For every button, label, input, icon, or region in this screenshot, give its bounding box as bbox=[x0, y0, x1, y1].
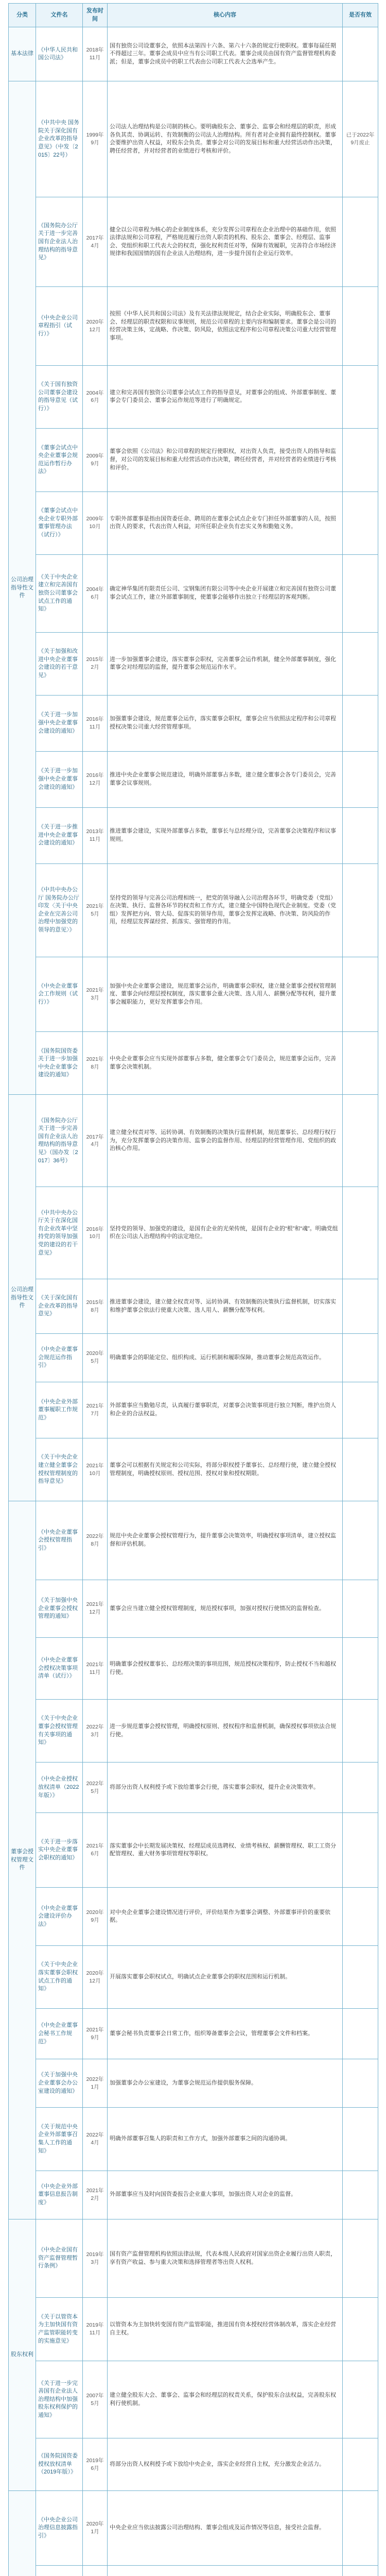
publish-date-cell: 2021年2月 bbox=[83, 2171, 108, 2219]
table-row bbox=[9, 2108, 378, 2171]
validity-note-cell bbox=[343, 554, 378, 632]
document-name-cell: 《中央企业董事会工作规则（试行）》 bbox=[36, 957, 83, 1031]
table-row bbox=[9, 2059, 378, 2108]
core-content-cell: 外部董事应当勤勉尽责，认真履行董事职责，对董事会决策事项进行独立判断，维护出资人和企业的合法权益。 bbox=[108, 1382, 343, 1438]
validity-note-cell bbox=[343, 1762, 378, 1813]
core-content-cell: 按照《中华人民共和国公司法》及有关法律法规规定，结合企业实际，明确股东会、董事会、经理层的职责权限和议事规则，规范公司章程的主要内容和编制要求。董事会是公司的经营决策主体，定战略、作决策、防风险，依照法定程序和公司章程决策公司重大经营管理事项。 bbox=[108, 287, 343, 365]
publish-date-cell: 2004年6月 bbox=[83, 554, 108, 632]
publish-date-cell: 2019年3月 bbox=[83, 2219, 108, 2297]
validity-note-cell bbox=[343, 2108, 378, 2171]
table-row bbox=[9, 365, 378, 428]
document-name-cell: 《关于中央企业建立健全董事会授权管理制度的指导意见》 bbox=[36, 1438, 83, 1501]
publish-date-cell: 2019年6月 bbox=[83, 2438, 108, 2491]
publish-date-cell: 2021年9月 bbox=[83, 2009, 108, 2059]
category-cell: 公司治理指导性文件 bbox=[9, 81, 36, 1095]
document-name-cell: 《关于进一步推进中央企业董事会建设的通知》 bbox=[36, 807, 83, 863]
table-body bbox=[9, 27, 378, 2576]
document-name-cell: 《关于进一步加强中央企业董事会建设的通知》 bbox=[36, 751, 83, 807]
validity-note-cell bbox=[343, 1580, 378, 1637]
core-content-cell: 落实董事会中长期发展决策权、经理层成员选聘权、业绩考核权、薪酬管理权、职工工资分配管理权、重大财务事项管理权等职权。 bbox=[108, 1813, 343, 1888]
core-content-cell: 进一步规范董事会授权管理，明确授权原则、授权程序和监督机制，确保授权事项依法合规行使。 bbox=[108, 1699, 343, 1762]
validity-note-cell bbox=[343, 1333, 378, 1382]
table-row bbox=[9, 695, 378, 751]
validity-note-cell bbox=[343, 807, 378, 863]
core-content-cell: 加强董事会办公室建设，为董事会规范运作提供服务保障。 bbox=[108, 2059, 343, 2108]
validity-note-cell bbox=[343, 1699, 378, 1762]
document-name-cell: 《国务院国资委关于进一步加强中央企业董事会建设的通知》 bbox=[36, 1032, 83, 1095]
table-row bbox=[9, 1813, 378, 1888]
category-cell: 基本法律 bbox=[9, 27, 36, 81]
validity-note-cell bbox=[343, 492, 378, 554]
document-name-cell: 《关于加强中央企业董事会办公室建设的通知》 bbox=[36, 2059, 83, 2108]
core-content-cell: 开展落实董事会职权试点，明确试点企业董事会的职权范围和运行机制。 bbox=[108, 1945, 343, 2008]
validity-note-cell bbox=[343, 1501, 378, 1580]
validity-note-cell bbox=[343, 1032, 378, 1095]
publish-date-cell: 2021年12月 bbox=[83, 1580, 108, 1637]
table-row bbox=[9, 2566, 378, 2576]
publish-date-cell: 2018年11月 bbox=[83, 27, 108, 81]
table-row bbox=[9, 2361, 378, 2438]
table-row bbox=[9, 1762, 378, 1813]
header-category: 分类 bbox=[9, 4, 36, 27]
document-name-cell: 《中央企业董事会授权决策事项清单（试行）》 bbox=[36, 1638, 83, 1700]
table-row bbox=[9, 2219, 378, 2297]
core-content-cell: 对中央企业董事会建设情况进行评价，评价结果作为董事会调整、外部董事评价的重要依据。 bbox=[108, 1888, 343, 1945]
document-name-cell: 《国务院办公厅关于进一步完善国有企业法人治理结构的指导意见》 bbox=[36, 197, 83, 287]
document-name-cell: 《中央企业国有资产监督管理暂行条例》 bbox=[36, 2219, 83, 2297]
validity-note-cell bbox=[343, 2438, 378, 2491]
table-row bbox=[9, 1888, 378, 1945]
publish-date-cell: 2009年9月 bbox=[83, 429, 108, 492]
core-content-cell: 公司法人治理结构是公司制的核心。要明确股东会、董事会、监事会和经理层的职责，形成各负其责、协调运转、有效制衡的公司法人治理结构。所有者对企业拥有最终控制权。董事会要维护出资人权益，对股东会负责。董事会对公司的发展目标和重大经营活动作出决策，聘任经营者，并对经营者的业绩进行考核和评价。 bbox=[108, 81, 343, 197]
publish-date-cell: 1999年9月 bbox=[83, 81, 108, 197]
table-row bbox=[9, 429, 378, 492]
table-row bbox=[9, 1333, 378, 1382]
publish-date-cell: 2021年6月 bbox=[83, 1813, 108, 1888]
publish-date-cell: 2021年3月 bbox=[83, 957, 108, 1031]
publish-date-cell: 2016年11月 bbox=[83, 695, 108, 751]
table-row bbox=[9, 1187, 378, 1279]
table-row bbox=[9, 632, 378, 695]
table-row bbox=[9, 1945, 378, 2008]
document-name-cell: 《关于中央企业董事会授权管理有关事项的通知》 bbox=[36, 1699, 83, 1762]
core-content-cell: 以管资本为主加快转变国有资产监管职能，推进国有资本授权经营体制改革，落实企业经营自主权。 bbox=[108, 2298, 343, 2361]
table-row bbox=[9, 1438, 378, 1501]
core-content-cell: 健全以公司章程为核心的企业制度体系，充分发挥公司章程在企业治理中的基础作用，依照法律法规和公司章程，严格规范履行出资人职责的机构、股东会、董事会、经理层、监事会、党组织和职工代表大会的权责，强化权利责任对等，保障有效履职，完善符合市场经济规律和我国国情的国有企业法人治理结构，进一步提升国有企业运行效率。 bbox=[108, 197, 343, 287]
document-name-cell: 《中华人民共和国公司法》 bbox=[36, 27, 83, 81]
document-name-cell: 《关于进一步落实中央企业董事会职权的通知》 bbox=[36, 1813, 83, 1888]
validity-note-cell bbox=[343, 2171, 378, 2219]
publish-date-cell: 2017年4月 bbox=[83, 1095, 108, 1187]
document-name-cell: 《关于中央企业落实董事会职权试点工作的通知》 bbox=[36, 1945, 83, 2008]
core-content-cell: 明确外部董事召集人的职责和工作方式，加强外部董事之间的沟通协调。 bbox=[108, 2108, 343, 2171]
publish-date-cell: 2016年12月 bbox=[83, 751, 108, 807]
category-cell: 股东权利 bbox=[9, 2219, 36, 2490]
publish-date-cell: 2019年11月 bbox=[83, 2298, 108, 2361]
publish-date-cell: 2020年1月 bbox=[83, 2490, 108, 2565]
validity-note-cell bbox=[343, 365, 378, 428]
table-row bbox=[9, 554, 378, 632]
publish-date-cell: 2009年10月 bbox=[83, 492, 108, 554]
validity-note-cell bbox=[343, 2059, 378, 2108]
table-row bbox=[9, 27, 378, 81]
core-content-cell: 推进董事会建设，实现外部董事占多数，董事长与总经理分设，完善董事会决策程序和议事规则。 bbox=[108, 807, 343, 863]
core-content-cell: 中央企业董事会应当实现外部董事占多数，健全董事会专门委员会，规范董事会运作，完善董事会决策机制。 bbox=[108, 1032, 343, 1095]
table-row bbox=[9, 957, 378, 1031]
publish-date-cell: 2016年10月 bbox=[83, 1187, 108, 1279]
document-name-cell: 《关于以管资本为主加快国有资产监管职能转变的实施意见》 bbox=[36, 2298, 83, 2361]
document-name-cell: 《关于深化国有企业改革的指导意见》 bbox=[36, 1279, 83, 1333]
validity-note-cell bbox=[343, 1945, 378, 2008]
validity-note-cell bbox=[343, 2361, 378, 2438]
document-name-cell: 《中央企业董事会秘书工作规范》 bbox=[36, 2009, 83, 2059]
validity-note-cell bbox=[343, 429, 378, 492]
publish-date-cell: 2020年9月 bbox=[83, 1888, 108, 1945]
policy-table bbox=[8, 3, 378, 2576]
publish-date-cell: 2004年6月 bbox=[83, 365, 108, 428]
document-name-cell: 《董事会试点中央企业董事会规范运作暂行办法》 bbox=[36, 429, 83, 492]
validity-note-cell bbox=[343, 2566, 378, 2576]
table-row bbox=[9, 2171, 378, 2219]
core-content-cell: 国有资产监督管理机构依照法律法规，代表本级人民政府对国家出资企业履行出资人职责，享有资产收益、参与重大决策和选择管理者等出资人权利。 bbox=[108, 2219, 343, 2297]
validity-note-cell: 已于2022年9月废止 bbox=[343, 81, 378, 197]
document-name-cell: 《关于进一步加强中央企业董事会建设的通知》 bbox=[36, 695, 83, 751]
table-row bbox=[9, 1095, 378, 1187]
publish-date-cell: 2015年8月 bbox=[83, 1279, 108, 1333]
core-content-cell: 加强中央企业董事会建设，规范董事会运作，明确董事会职权，建立健全董事会授权管理制度、董事会向经理层授权制度，落实董事会重大决策、选人用人、薪酬分配等权利，提升董事会履职能力，更好发挥董事会作用。 bbox=[108, 957, 343, 1031]
publish-date-cell: 2007年5月 bbox=[83, 2361, 108, 2438]
table-row bbox=[9, 81, 378, 197]
core-content-cell: 董事会可以根据有关规定和公司实际，将部分职权授予董事长、总经理行使，建立健全授权管理制度，明确授权原则、授权范围、授权对象和授权期限。 bbox=[108, 1438, 343, 1501]
core-content-cell: 进一步加强董事会建设，落实董事会职权，完善董事会运作机制，健全外部董事制度，强化董事会对经理层的监督，提升董事会规范运作水平。 bbox=[108, 632, 343, 695]
table-row bbox=[9, 2298, 378, 2361]
table-row bbox=[9, 1382, 378, 1438]
publish-date-cell: 2021年10月 bbox=[83, 1438, 108, 1501]
document-name-cell: 《中央企业外部董事履职工作规范》 bbox=[36, 1382, 83, 1438]
core-content-cell: 推进董事会建设，建立健全权责对等、运转协调、有效制衡的决策执行监督机制，切实落实和维护董事会依法行使重大决策、选人用人、薪酬分配等权利。 bbox=[108, 1279, 343, 1333]
validity-note-cell bbox=[343, 1888, 378, 1945]
core-content-cell: 坚持党的领导与完善公司治理相统一，把党的领导融入公司治理各环节，明确党委（党组）在决策、执行、监督各环节的权责和工作方式，建立健全中国特色现代企业制度。党委（党组）发挥把方向、管大局、促落实的领导作用，董事会发挥定战略、作决策、防风险的作用，经理层发挥谋经营、抓落实、强管理的作用。 bbox=[108, 863, 343, 957]
document-name-cell: 《中央企业公司章程指引（试行）》 bbox=[36, 287, 83, 365]
core-content-cell: 国有独资公司设董事会，依照本法第四十六条、第六十六条的规定行使职权。董事每届任期不得超过三年。董事会成员中应当有公司职工代表。董事会成员由国有资产监督管理机构委派；但是，董事会成员中的职工代表由公司职工代表大会选举产生。 bbox=[108, 27, 343, 81]
publish-date-cell: 2020年12月 bbox=[83, 1945, 108, 2008]
document-name-cell: 《关于进一步完善国有企业法人治理结构中加强股东权利保护的通知》 bbox=[36, 2361, 83, 2438]
document-name-cell: 《中央企业董事会建设评价办法》 bbox=[36, 1888, 83, 1945]
document-name-cell: 《中央企业公司治理信息披露指引》 bbox=[36, 2490, 83, 2565]
table-row bbox=[9, 863, 378, 957]
validity-note-cell bbox=[343, 2490, 378, 2565]
core-content-cell: 加强董事会建设，规范董事会运作，落实董事会职权，董事会应当依照法定程序和公司章程授权决策公司重大经营管理事项。 bbox=[108, 695, 343, 751]
core-content-cell: 建立健全权责对等、运转协调、有效制衡的决策执行监督机制，规范董事长、总经理行权行为，充分发挥董事会的决策作用、监事会的监督作用、经理层的经营管理作用、党组织的政治核心作用。 bbox=[108, 1095, 343, 1187]
header-note: 是否有效 bbox=[343, 4, 378, 27]
document-name-cell bbox=[36, 2566, 83, 2576]
table-row bbox=[9, 807, 378, 863]
table-row bbox=[9, 2438, 378, 2491]
table-row bbox=[9, 2490, 378, 2565]
document-name-cell: 《国务院国资委授权放权清单（2019年版）》 bbox=[36, 2438, 83, 2491]
header-name: 文件名 bbox=[36, 4, 83, 27]
document-name-cell: 《国务院办公厅关于进一步完善国有企业法人治理结构的指导意见》（国办发〔2017〕36号） bbox=[36, 1095, 83, 1187]
validity-note-cell bbox=[343, 1187, 378, 1279]
table-row bbox=[9, 1580, 378, 1637]
document-name-cell: 《董事会试点中央企业专职外部董事管理办法（试行）》 bbox=[36, 492, 83, 554]
core-content-cell: 董事会秘书负责董事会日常工作，组织筹备董事会会议，管理董事会文件和档案。 bbox=[108, 2009, 343, 2059]
validity-note-cell bbox=[343, 2298, 378, 2361]
publish-date-cell: 2021年7月 bbox=[83, 1382, 108, 1438]
publish-date-cell: 2022年5月 bbox=[83, 1762, 108, 1813]
validity-note-cell bbox=[343, 632, 378, 695]
table-row bbox=[9, 1501, 378, 1580]
validity-note-cell bbox=[343, 1813, 378, 1888]
validity-note-cell bbox=[343, 695, 378, 751]
document-name-cell: 《中央企业董事会规范运作指引》 bbox=[36, 1333, 83, 1382]
publish-date-cell: 2021年11月 bbox=[83, 1638, 108, 1700]
publish-date-cell: 2021年8月 bbox=[83, 1032, 108, 1095]
validity-note-cell bbox=[343, 1638, 378, 1700]
core-content-cell bbox=[108, 2566, 343, 2576]
table-row bbox=[9, 1638, 378, 1700]
validity-note-cell bbox=[343, 863, 378, 957]
table-row bbox=[9, 751, 378, 807]
publish-date-cell: 2015年2月 bbox=[83, 632, 108, 695]
validity-note-cell bbox=[343, 1438, 378, 1501]
document-name-cell: 《中央企业授权放权清单（2022年版）》 bbox=[36, 1762, 83, 1813]
core-content-cell: 建立健全股东大会、董事会、监事会和经理层的权责关系，保护股东合法权益，完善股东权利行使机制。 bbox=[108, 2361, 343, 2438]
category-cell: 董事会授权管理文件 bbox=[9, 1501, 36, 2219]
core-content-cell: 专职外部董事是指由国资委任命、聘用的在董事会试点企业专门担任外部董事的人员，按照出资人的要求，代表出资人利益，对所任职企业负有忠实义务和勤勉义务。 bbox=[108, 492, 343, 554]
publish-date-cell: 2013年11月 bbox=[83, 807, 108, 863]
document-name-cell: 《关于国有独资公司董事会建设的指导意见（试行）》 bbox=[36, 365, 83, 428]
category-cell bbox=[9, 2490, 36, 2576]
core-content-cell: 规范中央企业董事会授权管理行为，提升董事会决策效率，明确授权事项清单，建立授权监督和评估机制。 bbox=[108, 1501, 343, 1580]
header-date: 发布时间 bbox=[83, 4, 108, 27]
publish-date-cell: 2022年1月 bbox=[83, 2059, 108, 2108]
publish-date-cell: 2022年4月 bbox=[83, 2108, 108, 2171]
core-content-cell: 董事会应当建立健全授权管理制度，规范授权事项，加强对授权行使情况的监督检查。 bbox=[108, 1580, 343, 1637]
publish-date-cell: 2020年5月 bbox=[83, 1333, 108, 1382]
publish-date-cell: 2022年8月 bbox=[83, 1501, 108, 1580]
core-content-cell: 明确董事会的职能定位、组织构成、运行机制和履职保障，推动董事会规范高效运作。 bbox=[108, 1333, 343, 1382]
table-row bbox=[9, 197, 378, 287]
header-content: 核心内容 bbox=[108, 4, 343, 27]
core-content-cell: 外部董事应当及时向国资委报告企业重大事项，加强出资人对企业的监督。 bbox=[108, 2171, 343, 2219]
core-content-cell: 董事会依照《公司法》和公司章程的规定行使职权，对出资人负责，接受出资人的指导和监督，对公司的发展目标和重大经营活动作出决策，聘任经营者，并对经营者的业绩进行考核和评价。 bbox=[108, 429, 343, 492]
core-content-cell: 坚持党的领导、加强党的建设，是国有企业的光荣传统，是国有企业的“根”和“魂”。明确党组织在公司法人治理结构中的法定地位。 bbox=[108, 1187, 343, 1279]
document-name-cell: 《中央企业外部董事信息报告制度》 bbox=[36, 2171, 83, 2219]
table-row bbox=[9, 1279, 378, 1333]
core-content-cell: 确定神华集团有限责任公司、宝钢集团有限公司等中央企业开展建立和完善国有独资公司董事会试点工作，建立外部董事制度，使董事会能够作出独立于经理层的客观判断。 bbox=[108, 554, 343, 632]
validity-note-cell bbox=[343, 2219, 378, 2297]
validity-note-cell bbox=[343, 1095, 378, 1187]
core-content-cell: 明确董事会授权董事长、总经理决策的事项范围，规范授权决策程序，防止授权不当和越权行使。 bbox=[108, 1638, 343, 1700]
document-name-cell: 《关于规范中央企业外部董事召集人工作的通知》 bbox=[36, 2108, 83, 2171]
core-content-cell: 中央企业应当依法披露公司治理结构、董事会组成及运作情况等信息，接受社会监督。 bbox=[108, 2490, 343, 2565]
validity-note-cell bbox=[343, 197, 378, 287]
publish-date-cell: 2020年12月 bbox=[83, 287, 108, 365]
core-content-cell: 建立和完善国有独资公司董事会试点工作的指导意见，对董事会的组成、外部董事制度、董事会专门委员会、董事会运作规范等进行了明确规定。 bbox=[108, 365, 343, 428]
validity-note-cell bbox=[343, 27, 378, 81]
table-row bbox=[9, 1699, 378, 1762]
validity-note-cell bbox=[343, 751, 378, 807]
document-name-cell: 《关于加强中央企业董事会授权管理的通知》 bbox=[36, 1580, 83, 1637]
validity-note-cell bbox=[343, 1382, 378, 1438]
document-name-cell: 《中共中央办公厅 国务院办公厅印发〈关于中央企业在完善公司治理中加强党的领导的意见〉》 bbox=[36, 863, 83, 957]
table-row bbox=[9, 1032, 378, 1095]
validity-note-cell bbox=[343, 957, 378, 1031]
table-row bbox=[9, 2009, 378, 2059]
core-content-cell: 将部分出资人权利授予或下放给中央企业，落实企业经营自主权，充分激发企业活力。 bbox=[108, 2438, 343, 2491]
publish-date-cell: 2022年3月 bbox=[83, 1699, 108, 1762]
document-name-cell: 《关于中央企业建立和完善国有独资公司董事会试点工作的通知》 bbox=[36, 554, 83, 632]
publish-date-cell bbox=[83, 2566, 108, 2576]
validity-note-cell bbox=[343, 2009, 378, 2059]
table-header-row bbox=[9, 4, 378, 27]
document-name-cell: 《关于加强和改进中央企业董事会建设的若干意见》 bbox=[36, 632, 83, 695]
publish-date-cell: 2021年5月 bbox=[83, 863, 108, 957]
category-cell: 公司治理指导性文件 bbox=[9, 1095, 36, 1501]
table-row bbox=[9, 287, 378, 365]
publish-date-cell: 2017年4月 bbox=[83, 197, 108, 287]
validity-note-cell bbox=[343, 1279, 378, 1333]
document-name-cell: 《中央企业董事会授权管理指引》 bbox=[36, 1501, 83, 1580]
table-row bbox=[9, 492, 378, 554]
document-name-cell: 《中共中央 国务院关于深化国有企业改革的指导意见》（中发〔2015〕22号） bbox=[36, 81, 83, 197]
document-name-cell: 《中共中央办公厅关于在深化国有企业改革中坚持党的领导加强党的建设的若干意见》 bbox=[36, 1187, 83, 1279]
core-content-cell: 推进中央企业董事会规范建设，明确外部董事占多数，建立健全董事会各专门委员会，完善董事会议事规则。 bbox=[108, 751, 343, 807]
validity-note-cell bbox=[343, 287, 378, 365]
core-content-cell: 将部分出资人权利授予或下放给董事会行使，落实董事会职权，提升企业决策效率。 bbox=[108, 1762, 343, 1813]
